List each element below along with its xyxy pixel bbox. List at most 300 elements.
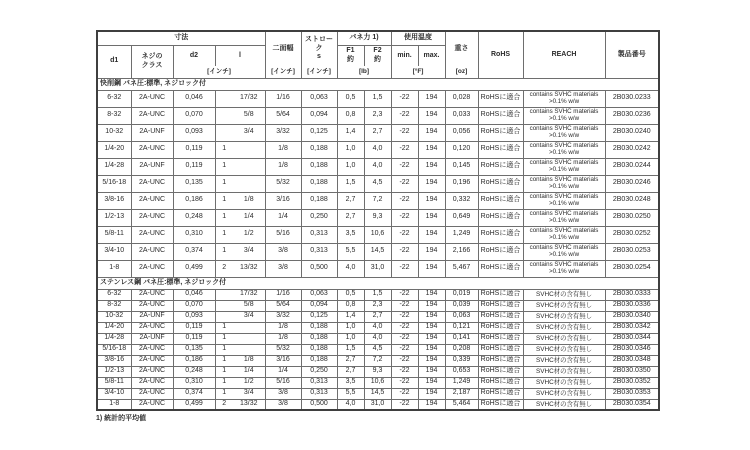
- cell-flats: 3/32: [265, 311, 301, 322]
- cell-temp-min: -22: [391, 158, 418, 175]
- cell-flats: 3/8: [265, 260, 301, 277]
- cell-flats: 3/16: [265, 192, 301, 209]
- unit-inch-flats: [インチ]: [265, 66, 301, 78]
- cell-l-whole: 1: [215, 158, 233, 175]
- cell-flats: 3/32: [265, 124, 301, 141]
- cell-l-whole: [215, 289, 233, 300]
- cell-f2: 14,5: [364, 243, 391, 260]
- unit-inch-stroke: [インチ]: [301, 66, 337, 78]
- cell-d2: 0,499: [173, 260, 215, 277]
- cell-temp-min: -22: [391, 322, 418, 333]
- header-dimensions-group: 寸法: [97, 31, 265, 45]
- table-row: [97, 107, 659, 124]
- table-row: [97, 124, 659, 141]
- cell-d1: 6-32: [97, 90, 131, 107]
- header-f1-label: F1: [346, 47, 355, 55]
- cell-d1: 1/4-20: [97, 141, 131, 158]
- cell-f2: 9,3: [364, 366, 391, 377]
- cell-l-frac: 3/4: [233, 243, 265, 260]
- cell-temp-min: -22: [391, 124, 418, 141]
- cell-product: 2B030.0348: [605, 355, 659, 366]
- cell-flats: 1/4: [265, 366, 301, 377]
- unit-fahrenheit: [°F]: [391, 66, 445, 78]
- cell-flats: 5/64: [265, 300, 301, 311]
- cell-stroke: 0,500: [301, 260, 337, 277]
- cell-temp-min: -22: [391, 300, 418, 311]
- cell-l-whole: [215, 300, 233, 311]
- cell-thread-class: 2A-UNF: [131, 158, 173, 175]
- cell-temp-min: -22: [391, 192, 418, 209]
- cell-f2: 1,5: [364, 90, 391, 107]
- section-header-row: [97, 277, 659, 289]
- cell-f1: 0,5: [337, 90, 364, 107]
- cell-weight: 0,196: [445, 175, 478, 192]
- cell-f1: 2,7: [337, 192, 364, 209]
- cell-f2: 1,5: [364, 289, 391, 300]
- cell-product: 2B030.0250: [605, 209, 659, 226]
- cell-stroke: 0,188: [301, 355, 337, 366]
- cell-l-whole: 1: [215, 192, 233, 209]
- cell-flats: 3/8: [265, 388, 301, 399]
- cell-d2: 0,310: [173, 226, 215, 243]
- cell-l-frac: 1/8: [233, 355, 265, 366]
- cell-stroke: 0,125: [301, 311, 337, 322]
- cell-f1: 1,4: [337, 311, 364, 322]
- cell-d1: 1-8: [97, 399, 131, 410]
- cell-stroke: 0,063: [301, 289, 337, 300]
- table-row: [97, 226, 659, 243]
- cell-d1: 1/2-13: [97, 209, 131, 226]
- cell-weight: 5,467: [445, 260, 478, 277]
- cell-product: 2B030.0252: [605, 226, 659, 243]
- cell-l-frac: [233, 158, 265, 175]
- cell-temp-max: 194: [418, 260, 445, 277]
- cell-f2: 2,7: [364, 311, 391, 322]
- cell-f2: 10,6: [364, 226, 391, 243]
- cell-temp-min: -22: [391, 107, 418, 124]
- cell-product: 2B030.0236: [605, 107, 659, 124]
- cell-d2: 0,499: [173, 399, 215, 410]
- cell-thread-class: 2A-UNC: [131, 243, 173, 260]
- cell-product: 2B030.0333: [605, 289, 659, 300]
- cell-stroke: 0,094: [301, 107, 337, 124]
- cell-f2: 4,0: [364, 333, 391, 344]
- cell-weight: 0,649: [445, 209, 478, 226]
- cell-temp-min: -22: [391, 355, 418, 366]
- cell-d2: 0,135: [173, 344, 215, 355]
- cell-reach: contains SVHC materials >0.1% w/w: [523, 226, 605, 243]
- cell-f2: 31,0: [364, 399, 391, 410]
- cell-thread-class: 2A-UNC: [131, 322, 173, 333]
- cell-f1: 1,5: [337, 344, 364, 355]
- cell-reach: SVHC材の含有無し: [523, 322, 605, 333]
- unit-oz: [oz]: [445, 66, 478, 78]
- cell-flats: 5/16: [265, 377, 301, 388]
- cell-thread-class: 2A-UNF: [131, 311, 173, 322]
- cell-thread-class: 2A-UNC: [131, 175, 173, 192]
- cell-d2: 0,186: [173, 355, 215, 366]
- table-row: [97, 311, 659, 322]
- cell-stroke: 0,313: [301, 377, 337, 388]
- cell-f2: 4,5: [364, 344, 391, 355]
- cell-l-frac: 5/8: [233, 300, 265, 311]
- table-row: [97, 399, 659, 410]
- cell-weight: 1,249: [445, 377, 478, 388]
- table-row: [97, 377, 659, 388]
- cell-l-whole: 1: [215, 355, 233, 366]
- cell-weight: 0,141: [445, 333, 478, 344]
- cell-reach: contains SVHC materials >0.1% w/w: [523, 90, 605, 107]
- cell-weight: 2,166: [445, 243, 478, 260]
- cell-thread-class: 2A-UNC: [131, 141, 173, 158]
- cell-d2: 0,070: [173, 107, 215, 124]
- cell-thread-class: 2A-UNC: [131, 377, 173, 388]
- header-f1: [337, 45, 364, 66]
- cell-weight: 0,063: [445, 311, 478, 322]
- cell-d2: 0,186: [173, 192, 215, 209]
- cell-temp-min: -22: [391, 377, 418, 388]
- cell-temp-max: 194: [418, 311, 445, 322]
- cell-stroke: 0,250: [301, 366, 337, 377]
- cell-rohs: RoHSに適合: [478, 344, 523, 355]
- table-row: [97, 260, 659, 277]
- cell-f1: 2,7: [337, 209, 364, 226]
- cell-f1: 4,0: [337, 399, 364, 410]
- cell-l-frac: 17/32: [233, 289, 265, 300]
- cell-l-frac: 3/4: [233, 124, 265, 141]
- header-thread-class-line1: ネジの: [141, 53, 163, 61]
- cell-stroke: 0,313: [301, 226, 337, 243]
- cell-rohs: RoHSに適合: [478, 289, 523, 300]
- cell-flats: 5/64: [265, 107, 301, 124]
- cell-rohs: RoHSに適合: [478, 377, 523, 388]
- cell-rohs: RoHSに適合: [478, 260, 523, 277]
- cell-product: 2B030.0240: [605, 124, 659, 141]
- cell-l-whole: 1: [215, 175, 233, 192]
- cell-stroke: 0,188: [301, 322, 337, 333]
- cell-flats: 1/16: [265, 90, 301, 107]
- cell-rohs: RoHSに適合: [478, 311, 523, 322]
- header-l: l: [215, 45, 265, 66]
- cell-thread-class: 2A-UNC: [131, 388, 173, 399]
- cell-d1: 10-32: [97, 124, 131, 141]
- cell-f2: 2,3: [364, 107, 391, 124]
- cell-flats: 5/32: [265, 344, 301, 355]
- cell-temp-min: -22: [391, 243, 418, 260]
- cell-product: 2B030.0253: [605, 243, 659, 260]
- cell-l-whole: 2: [215, 399, 233, 410]
- cell-f1: 1,0: [337, 141, 364, 158]
- header-f2-approx: 約: [374, 55, 381, 63]
- cell-d2: 0,119: [173, 141, 215, 158]
- cell-d1: 5/8-11: [97, 226, 131, 243]
- cell-temp-min: -22: [391, 311, 418, 322]
- cell-f2: 7,2: [364, 355, 391, 366]
- cell-temp-max: 194: [418, 90, 445, 107]
- cell-f2: 4,0: [364, 141, 391, 158]
- cell-temp-max: 194: [418, 300, 445, 311]
- cell-rohs: RoHSに適合: [478, 209, 523, 226]
- cell-temp-min: -22: [391, 366, 418, 377]
- cell-d2: 0,046: [173, 90, 215, 107]
- cell-product: 2B030.0352: [605, 377, 659, 388]
- cell-temp-min: -22: [391, 333, 418, 344]
- table-row: [97, 322, 659, 333]
- cell-reach: contains SVHC materials >0.1% w/w: [523, 175, 605, 192]
- cell-rohs: RoHSに適合: [478, 192, 523, 209]
- cell-l-whole: 1: [215, 366, 233, 377]
- cell-stroke: 0,063: [301, 90, 337, 107]
- cell-reach: SVHC材の含有無し: [523, 377, 605, 388]
- cell-d2: 0,248: [173, 366, 215, 377]
- table-row: [97, 243, 659, 260]
- cell-product: 2B030.0353: [605, 388, 659, 399]
- section-title: ステンレス鋼 バネ圧:標準, ネジロック付: [97, 277, 659, 289]
- header-stroke-symbol: s: [317, 53, 321, 61]
- cell-d1: 1/4-28: [97, 158, 131, 175]
- cell-reach: SVHC材の含有無し: [523, 366, 605, 377]
- cell-l-frac: 13/32: [233, 260, 265, 277]
- footnote: 1) 統計的平均値: [96, 415, 147, 422]
- cell-thread-class: 2A-UNC: [131, 399, 173, 410]
- cell-rohs: RoHSに適合: [478, 226, 523, 243]
- cell-temp-min: -22: [391, 388, 418, 399]
- cell-temp-min: -22: [391, 344, 418, 355]
- cell-temp-max: 194: [418, 355, 445, 366]
- cell-temp-min: -22: [391, 226, 418, 243]
- cell-d1: 8-32: [97, 300, 131, 311]
- cell-stroke: 0,188: [301, 158, 337, 175]
- cell-d1: 3/8-16: [97, 192, 131, 209]
- cell-d1: 1/4-20: [97, 322, 131, 333]
- header-thread-class: [131, 45, 173, 78]
- cell-temp-min: -22: [391, 141, 418, 158]
- spec-table: [96, 30, 660, 411]
- cell-product: 2B030.0342: [605, 322, 659, 333]
- header-f2: [364, 45, 391, 66]
- cell-d2: 0,070: [173, 300, 215, 311]
- cell-rohs: RoHSに適合: [478, 366, 523, 377]
- cell-temp-max: 194: [418, 107, 445, 124]
- cell-rohs: RoHSに適合: [478, 388, 523, 399]
- cell-l-frac: 1/2: [233, 377, 265, 388]
- header-reach: REACH: [523, 31, 605, 78]
- cell-d1: 6-32: [97, 289, 131, 300]
- cell-thread-class: 2A-UNC: [131, 107, 173, 124]
- cell-rohs: RoHSに適合: [478, 243, 523, 260]
- header-f2-label: F2: [373, 47, 382, 55]
- cell-d2: 0,046: [173, 289, 215, 300]
- cell-thread-class: 2A-UNF: [131, 333, 173, 344]
- cell-stroke: 0,188: [301, 192, 337, 209]
- cell-l-frac: 1/8: [233, 192, 265, 209]
- cell-f1: 2,7: [337, 355, 364, 366]
- table-row: [97, 90, 659, 107]
- cell-temp-max: 194: [418, 344, 445, 355]
- cell-d2: 0,119: [173, 158, 215, 175]
- cell-product: 2B030.0336: [605, 300, 659, 311]
- header-rohs: RoHS: [478, 31, 523, 78]
- cell-f2: 9,3: [364, 209, 391, 226]
- cell-l-whole: 1: [215, 141, 233, 158]
- cell-l-frac: 5/8: [233, 107, 265, 124]
- cell-weight: 0,028: [445, 90, 478, 107]
- cell-reach: SVHC材の含有無し: [523, 333, 605, 344]
- cell-f1: 0,5: [337, 289, 364, 300]
- cell-temp-min: -22: [391, 90, 418, 107]
- cell-rohs: RoHSに適合: [478, 124, 523, 141]
- cell-l-frac: [233, 175, 265, 192]
- cell-d2: 0,374: [173, 388, 215, 399]
- header-thread-class-line2: クラス: [141, 61, 163, 69]
- cell-stroke: 0,313: [301, 388, 337, 399]
- cell-l-whole: [215, 90, 233, 107]
- table-row: [97, 192, 659, 209]
- cell-l-whole: 1: [215, 322, 233, 333]
- cell-f2: 14,5: [364, 388, 391, 399]
- table-row: [97, 175, 659, 192]
- cell-flats: 1/8: [265, 333, 301, 344]
- cell-d1: 5/8-11: [97, 377, 131, 388]
- cell-stroke: 0,313: [301, 243, 337, 260]
- cell-l-frac: 17/32: [233, 90, 265, 107]
- cell-stroke: 0,125: [301, 124, 337, 141]
- cell-d2: 0,093: [173, 311, 215, 322]
- cell-weight: 2,187: [445, 388, 478, 399]
- cell-flats: 3/8: [265, 399, 301, 410]
- table-row: [97, 209, 659, 226]
- cell-stroke: 0,250: [301, 209, 337, 226]
- cell-thread-class: 2A-UNC: [131, 226, 173, 243]
- table-row: [97, 289, 659, 300]
- cell-flats: 1/4: [265, 209, 301, 226]
- cell-temp-max: 194: [418, 158, 445, 175]
- cell-temp-min: -22: [391, 175, 418, 192]
- cell-reach: SVHC材の含有無し: [523, 289, 605, 300]
- unit-lb: [lb]: [337, 66, 391, 78]
- header-stroke-label: ストローク: [305, 36, 333, 52]
- cell-reach: contains SVHC materials >0.1% w/w: [523, 107, 605, 124]
- cell-thread-class: 2A-UNF: [131, 124, 173, 141]
- cell-temp-max: 194: [418, 124, 445, 141]
- spec-table-wrapper: [96, 30, 652, 423]
- cell-reach: contains SVHC materials >0.1% w/w: [523, 209, 605, 226]
- cell-temp-max: 194: [418, 366, 445, 377]
- cell-product: 2B030.0346: [605, 344, 659, 355]
- cell-temp-max: 194: [418, 175, 445, 192]
- table-row: [97, 344, 659, 355]
- cell-reach: SVHC材の含有無し: [523, 344, 605, 355]
- cell-f1: 5,5: [337, 388, 364, 399]
- section-title: 快削鋼 バネ圧:標準, ネジロック付: [97, 78, 659, 90]
- cell-product: 2B030.0254: [605, 260, 659, 277]
- cell-product: 2B030.0242: [605, 141, 659, 158]
- cell-product: 2B030.0350: [605, 366, 659, 377]
- cell-temp-max: 194: [418, 226, 445, 243]
- cell-l-frac: 3/4: [233, 388, 265, 399]
- table-row: [97, 141, 659, 158]
- cell-d1: 5/16-18: [97, 344, 131, 355]
- cell-flats: 3/8: [265, 243, 301, 260]
- cell-f1: 1,5: [337, 175, 364, 192]
- header-temp-max: max.: [418, 45, 445, 66]
- cell-temp-max: 194: [418, 322, 445, 333]
- header-width-across-flats: 二面幅: [265, 31, 301, 66]
- cell-product: 2B030.0248: [605, 192, 659, 209]
- header-d2: d2: [173, 45, 215, 66]
- cell-f2: 4,0: [364, 158, 391, 175]
- cell-l-whole: [215, 107, 233, 124]
- cell-l-whole: [215, 311, 233, 322]
- cell-temp-min: -22: [391, 289, 418, 300]
- cell-l-frac: [233, 344, 265, 355]
- cell-l-whole: 1: [215, 226, 233, 243]
- cell-reach: contains SVHC materials >0.1% w/w: [523, 260, 605, 277]
- cell-thread-class: 2A-UNC: [131, 209, 173, 226]
- cell-l-whole: 2: [215, 260, 233, 277]
- cell-product: 2B030.0233: [605, 90, 659, 107]
- cell-l-frac: 3/4: [233, 311, 265, 322]
- cell-f1: 4,0: [337, 260, 364, 277]
- cell-l-whole: [215, 124, 233, 141]
- cell-weight: 0,145: [445, 158, 478, 175]
- cell-temp-max: 194: [418, 243, 445, 260]
- cell-d2: 0,119: [173, 322, 215, 333]
- cell-l-whole: 1: [215, 209, 233, 226]
- cell-weight: 0,332: [445, 192, 478, 209]
- table-header: [97, 31, 659, 78]
- cell-temp-max: 194: [418, 289, 445, 300]
- cell-weight: 0,120: [445, 141, 478, 158]
- cell-d1: 8-32: [97, 107, 131, 124]
- cell-rohs: RoHSに適合: [478, 107, 523, 124]
- cell-f2: 4,0: [364, 322, 391, 333]
- cell-temp-min: -22: [391, 399, 418, 410]
- cell-stroke: 0,094: [301, 300, 337, 311]
- cell-weight: 0,208: [445, 344, 478, 355]
- cell-reach: contains SVHC materials >0.1% w/w: [523, 124, 605, 141]
- cell-flats: 5/16: [265, 226, 301, 243]
- cell-product: 2B030.0344: [605, 333, 659, 344]
- cell-weight: 5,464: [445, 399, 478, 410]
- cell-f2: 2,7: [364, 124, 391, 141]
- cell-f1: 3,5: [337, 226, 364, 243]
- cell-flats: 1/16: [265, 289, 301, 300]
- cell-temp-max: 194: [418, 192, 445, 209]
- cell-flats: 1/8: [265, 322, 301, 333]
- cell-d2: 0,310: [173, 377, 215, 388]
- cell-l-whole: 1: [215, 344, 233, 355]
- cell-flats: 5/32: [265, 175, 301, 192]
- table-row: [97, 300, 659, 311]
- cell-rohs: RoHSに適合: [478, 322, 523, 333]
- cell-rohs: RoHSに適合: [478, 175, 523, 192]
- cell-d2: 0,248: [173, 209, 215, 226]
- cell-l-frac: 1/4: [233, 366, 265, 377]
- header-d1: d1: [97, 45, 131, 78]
- cell-l-whole: 1: [215, 377, 233, 388]
- cell-d1: 1-8: [97, 260, 131, 277]
- header-product-number: 製品番号: [605, 31, 659, 78]
- cell-stroke: 0,188: [301, 141, 337, 158]
- cell-f2: 4,5: [364, 175, 391, 192]
- cell-f1: 1,4: [337, 124, 364, 141]
- cell-f2: 10,6: [364, 377, 391, 388]
- cell-d2: 0,135: [173, 175, 215, 192]
- header-spring-force-group: バネ力 1): [337, 31, 391, 45]
- cell-thread-class: 2A-UNC: [131, 344, 173, 355]
- cell-d2: 0,119: [173, 333, 215, 344]
